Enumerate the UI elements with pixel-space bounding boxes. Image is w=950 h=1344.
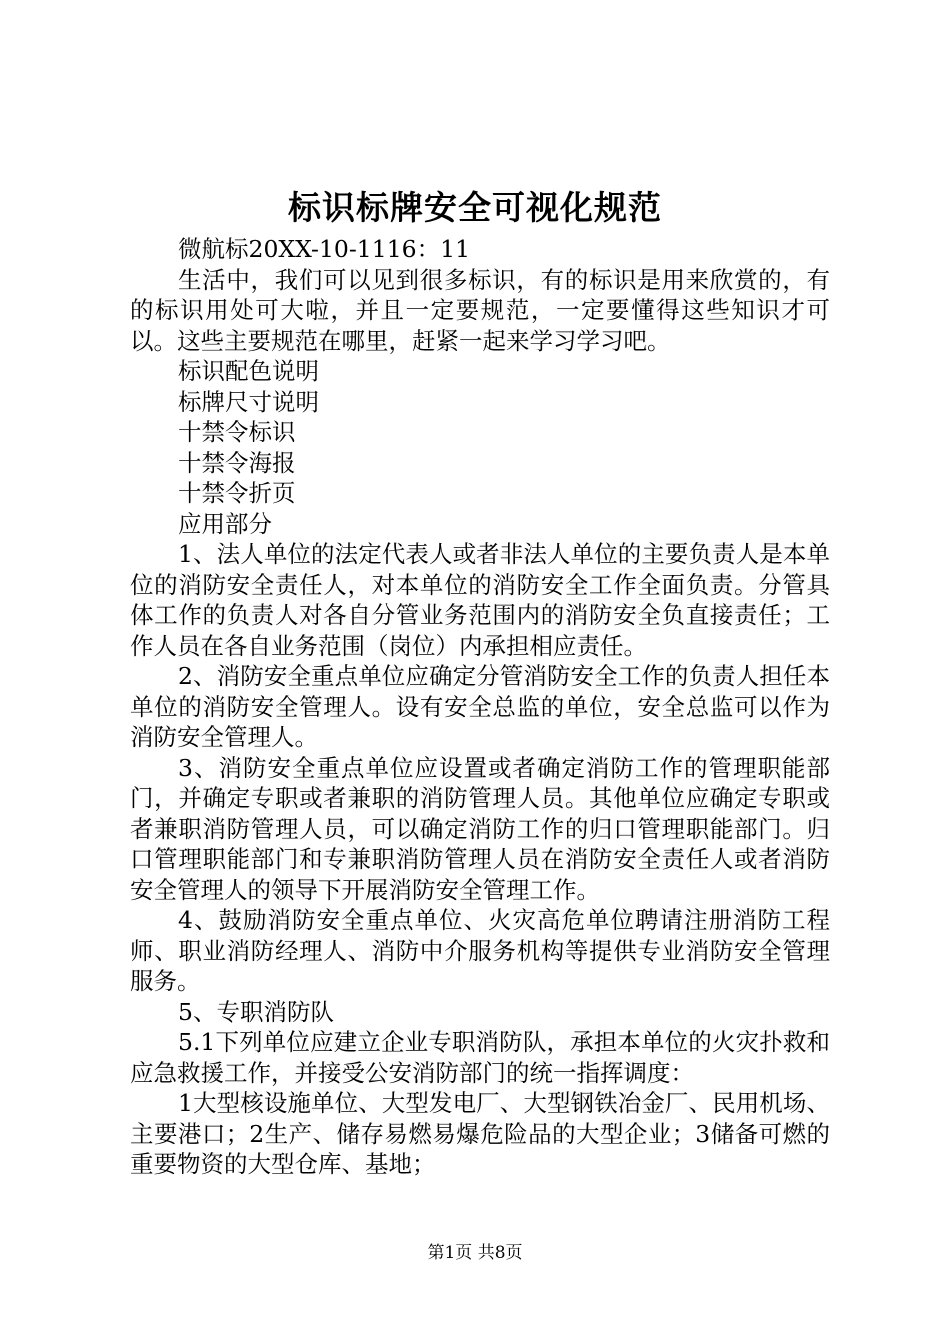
body-paragraph: 4、鼓励消防安全重点单位、火灾高危单位聘请注册消防工程师、职业消防经理人、消防中介服务机构等提供专业消防安全管理服务。 (130, 906, 830, 995)
page-footer: 第1页 共8页 (427, 1243, 523, 1263)
body-paragraph: 5.1下列单位应建立企业专职消防队，承担本单位的火灾扑救和应急救援工作，并接受公安消防部门的统一指挥调度： (130, 1028, 830, 1087)
date-line: 微航标20XX-10-1116：11 (178, 235, 471, 263)
body-paragraph: 2、消防安全重点单位应确定分管消防安全工作的负责人担任本单位的消防安全管理人。设有安全总监的单位，安全总监可以作为消防安全管理人。 (130, 662, 830, 751)
list-item: 十禁令折页 (178, 479, 296, 507)
section-heading: 应用部分 (178, 509, 272, 538)
list-item: 十禁令海报 (178, 448, 296, 477)
section-heading: 5、专职消防队 (178, 997, 334, 1026)
body-paragraph: 1、法人单位的法定代表人或者非法人单位的主要负责人是本单位的消防安全责任人，对本单位的消防安全工作全面负责。分管具体工作的负责人对各自分管业务范围内的消防安全负直接责任；工作人员在各自业务范围（岗位）内承担相应责任。 (130, 540, 830, 660)
body-paragraph: 1大型核设施单位、大型发电厂、大型钢铁冶金厂、民用机场、主要港口；2生产、储存易燃易爆危险品的大型企业；3储备可燃的重要物资的大型仓库、基地； (130, 1089, 830, 1178)
intro-paragraph: 生活中，我们可以见到很多标识，有的标识是用来欣赏的，有的标识用处可大啦，并且一定要规范，一定要懂得这些知识才可以。这些主要规范在哪里，赶紧一起来学习学习吧。 (130, 265, 830, 355)
list-item: 标牌尺寸说明 (178, 387, 319, 416)
body-paragraph: 3、消防安全重点单位应设置或者确定消防工作的管理职能部门，并确定专职或者兼职的消防管理人员。其他单位应确定专职或者兼职消防管理人员，可以确定消防工作的归口管理职能部门。归口管理职能部门和专兼职消防管理人员在消防安全责任人或者消防安全管理人的领导下开展消防安全管理工作。 (130, 753, 830, 904)
page-title: 标识标牌安全可视化规范 (288, 188, 662, 227)
list-item: 标识配色说明 (178, 357, 319, 385)
document-body (130, 234, 830, 1180)
list-item: 十禁令标识 (178, 418, 296, 446)
